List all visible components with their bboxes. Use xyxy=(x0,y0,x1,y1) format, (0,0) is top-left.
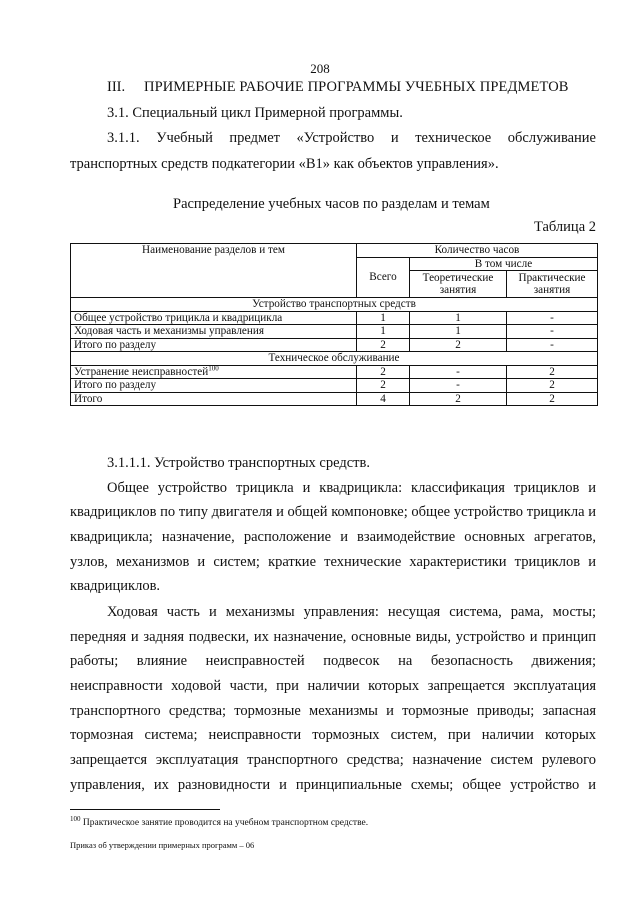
header-including-cell: В том числе xyxy=(410,257,598,271)
header-total-cell: Всего xyxy=(357,257,410,298)
header-practice-line-1: Практические xyxy=(518,271,586,284)
table-caption: Таблица 2 xyxy=(533,219,596,235)
paragraph-2-line: передняя и задняя подвески, их назначение, основные виды, устройство и принцип xyxy=(70,629,596,645)
paragraph-2-line: Ходовая часть и механизмы управления: несущая система, рама, мосты; xyxy=(107,604,596,620)
subject-line-1: 3.1.1. Учебный предмет «Устройство и техническое обслуживание xyxy=(107,130,596,146)
header-practice-line-2: занятия xyxy=(533,284,571,296)
footnote-divider xyxy=(70,809,220,810)
paragraph-1-line: узлов, механизмов и систем; краткие технические характеристики трициклов и xyxy=(70,554,596,570)
row-theory: 2 xyxy=(410,392,507,406)
section-heading-title: ПРИМЕРНЫЕ РАБОЧИЕ ПРОГРАММЫ УЧЕБНЫХ ПРЕДМЕТОВ xyxy=(144,79,569,95)
row-practice: - xyxy=(507,311,598,325)
section-title: Устройство транспортных средств xyxy=(71,298,598,312)
distribution-title: Распределение учебных часов по разделам и темам xyxy=(173,196,490,212)
row-theory: 1 xyxy=(410,311,507,325)
paragraph-2-line: транспортного средства; тормозные механизмы и тормозные приводы; запасная xyxy=(70,703,596,719)
section-row xyxy=(71,352,598,366)
row-practice: 2 xyxy=(507,379,598,393)
header-row-1 xyxy=(71,244,598,258)
row-total: 2 xyxy=(357,338,410,352)
page-number: 208 xyxy=(310,61,330,76)
row-practice: 2 xyxy=(507,392,598,406)
subsection-heading: 3.1. Специальный цикл Примерной программы. xyxy=(107,105,403,121)
footnote-mark: 100 xyxy=(70,814,81,823)
paragraph-1-line: квадрициклов по типу двигателя и общей компоновке; общее устройство трицикла и xyxy=(70,504,596,520)
subject-line-2: транспортных средств подкатегории «B1» как объектов управления». xyxy=(70,156,499,172)
hours-table xyxy=(70,243,598,406)
section-title: Техническое обслуживание xyxy=(71,352,598,366)
row-name: Итого по разделу xyxy=(71,338,357,352)
row-name: Общее устройство трицикла и квадрицикла xyxy=(71,311,357,325)
paragraph-2-line: неисправности ходовой части, при наличии которых запрещается эксплуатация xyxy=(70,678,596,694)
header-theory-cell xyxy=(410,271,507,298)
row-theory: 1 xyxy=(410,325,507,339)
paragraph-1-line: Общее устройство трицикла и квадрицикла: классификация трициклов и xyxy=(107,480,596,496)
row-total: 1 xyxy=(357,311,410,325)
row-name: Ходовая часть и механизмы управления xyxy=(71,325,357,339)
row-practice: - xyxy=(507,325,598,339)
table-row xyxy=(71,311,598,325)
paragraph-2-line: работы; влияние неисправностей подвесок на безопасность движения; xyxy=(70,653,596,669)
row-theory: - xyxy=(410,379,507,393)
topic-heading: 3.1.1.1. Устройство транспортных средств. xyxy=(107,455,370,471)
row-name-cell xyxy=(71,365,357,379)
grand-total-row xyxy=(71,392,598,406)
footnote-text: Практическое занятие проводится на учебном транспортном средстве. xyxy=(82,818,369,828)
header-practice-cell xyxy=(507,271,598,298)
row-practice: - xyxy=(507,338,598,352)
row-name: Итого по разделу xyxy=(71,379,357,393)
table-row xyxy=(71,338,598,352)
section-heading-number: III. xyxy=(107,79,126,95)
footnote xyxy=(70,814,369,828)
table-row xyxy=(71,325,598,339)
table-row xyxy=(71,379,598,393)
footnote-reference: 100 xyxy=(208,363,219,372)
row-total: 2 xyxy=(357,365,410,379)
row-theory: 2 xyxy=(410,338,507,352)
row-total: 4 xyxy=(357,392,410,406)
header-hours-cell: Количество часов xyxy=(357,244,598,258)
row-name: Итого xyxy=(71,392,357,406)
paragraph-1-line: квадрициклов. xyxy=(70,578,161,594)
row-total: 2 xyxy=(357,379,410,393)
header-theory-line-1: Теоретические xyxy=(422,271,494,284)
paragraph-2-line: управления, их разновидности и принципиальные схемы; общее устройство и xyxy=(70,777,596,793)
paragraph-2-line: тормозная система; неисправности тормозных систем, при наличии которых xyxy=(70,727,596,743)
header-name-cell: Наименование разделов и тем xyxy=(71,244,357,298)
page-footer: Приказ об утверждении примерных программ – 06 xyxy=(70,840,255,850)
row-total: 1 xyxy=(357,325,410,339)
paragraph-2-line: запрещается эксплуатация транспортного средства; назначение систем рулевого xyxy=(70,752,596,768)
row-practice: 2 xyxy=(507,365,598,379)
section-row xyxy=(71,298,598,312)
row-name: Устранение неисправностей xyxy=(74,365,209,378)
paragraph-1-line: квадрицикла; назначение, расположение и взаимодействие основных агрегатов, xyxy=(70,529,596,545)
table-row xyxy=(71,365,598,379)
header-theory-line-2: занятия xyxy=(439,284,477,296)
row-theory: - xyxy=(410,365,507,379)
